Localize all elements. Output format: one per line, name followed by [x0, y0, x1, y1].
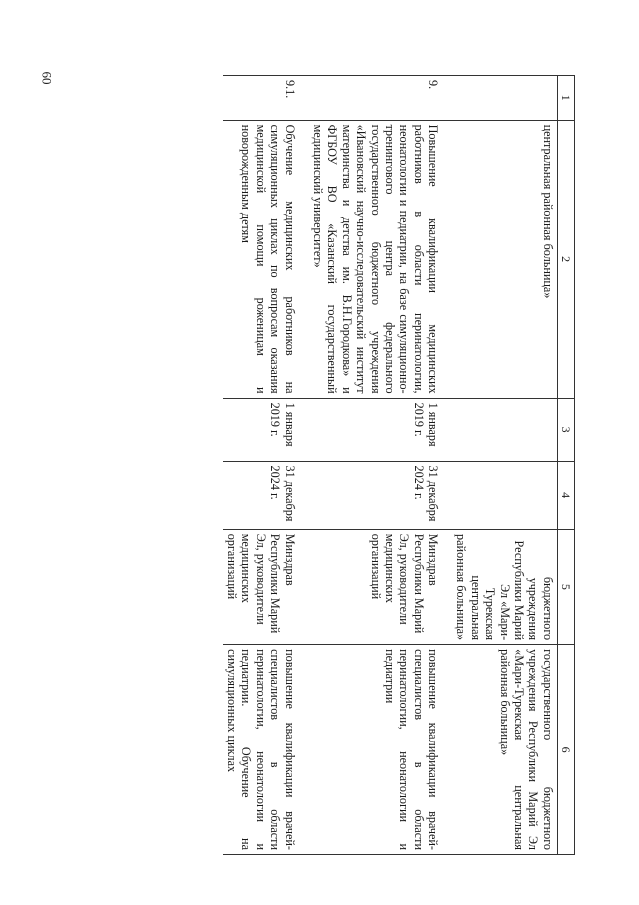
result-cell: повышение квалификации врачей-специалистов в области перинатологии, неонатологии и педиатрии: [309, 645, 443, 855]
column-header: 3: [557, 398, 574, 461]
page-number: 60: [39, 71, 55, 85]
row-number: 9.: [309, 76, 443, 121]
column-header: 1: [557, 76, 574, 121]
start-date-cell: [452, 398, 557, 461]
column-header: 6: [557, 645, 574, 855]
column-header: 4: [557, 461, 574, 529]
end-date-cell: [452, 461, 557, 529]
row-number: [452, 76, 557, 121]
responsible-cell: Минздрав Республики Марий Эл, руководители медицинских организаций: [309, 529, 443, 644]
table-header-row: [557, 76, 574, 855]
column-header: 5: [557, 529, 574, 644]
plan-table: [223, 75, 575, 855]
end-date-cell: 31 декабря 2024 г.: [223, 461, 299, 529]
responsible-cell: Минздрав Республики Марий Эл, руководители медицинских организаций: [223, 529, 299, 644]
table-row: [309, 76, 443, 855]
result-cell: государственного бюджетного учреждения Республики Марий Эл «Мари-Турекская центральная районная больница»: [452, 645, 557, 855]
event-cell: центральная районная больница»: [452, 120, 557, 398]
event-cell: Обучение медицинских работников на симуляционных циклах по вопросам оказания медицинской помощи роженицам и новорожденным детям: [223, 120, 299, 398]
start-date-cell: 1 января 2019 г.: [309, 398, 443, 461]
start-date-cell: 1 января 2019 г.: [223, 398, 299, 461]
table-row: [452, 76, 557, 855]
end-date-cell: 31 декабря 2024 г.: [309, 461, 443, 529]
event-cell: Повышение квалификации медицинских работников в области перинатологии, неонатологии и педиатрии, на базе симуляционно-тренингового центра федерального государственного бюджетного учреждения «Ивановский научно-исследовательский институт материнства и детства им. В.Н.Городкова» и ФГБОУ ВО «Казанский государственный медицинский университет»: [309, 120, 443, 398]
table-row: [223, 76, 299, 855]
column-header: 2: [557, 120, 574, 398]
document-body: [95, 75, 575, 855]
responsible-cell: бюджетного учреждения Республики Марий Эл «Мари-Турекская центральная районная больница»: [452, 529, 557, 644]
row-number: 9.1.: [223, 76, 299, 121]
result-cell: повышение квалификации врачей-специалистов в области перинатологии, неонатологии и педиатрии. Обучение на симуляционных циклах: [223, 645, 299, 855]
